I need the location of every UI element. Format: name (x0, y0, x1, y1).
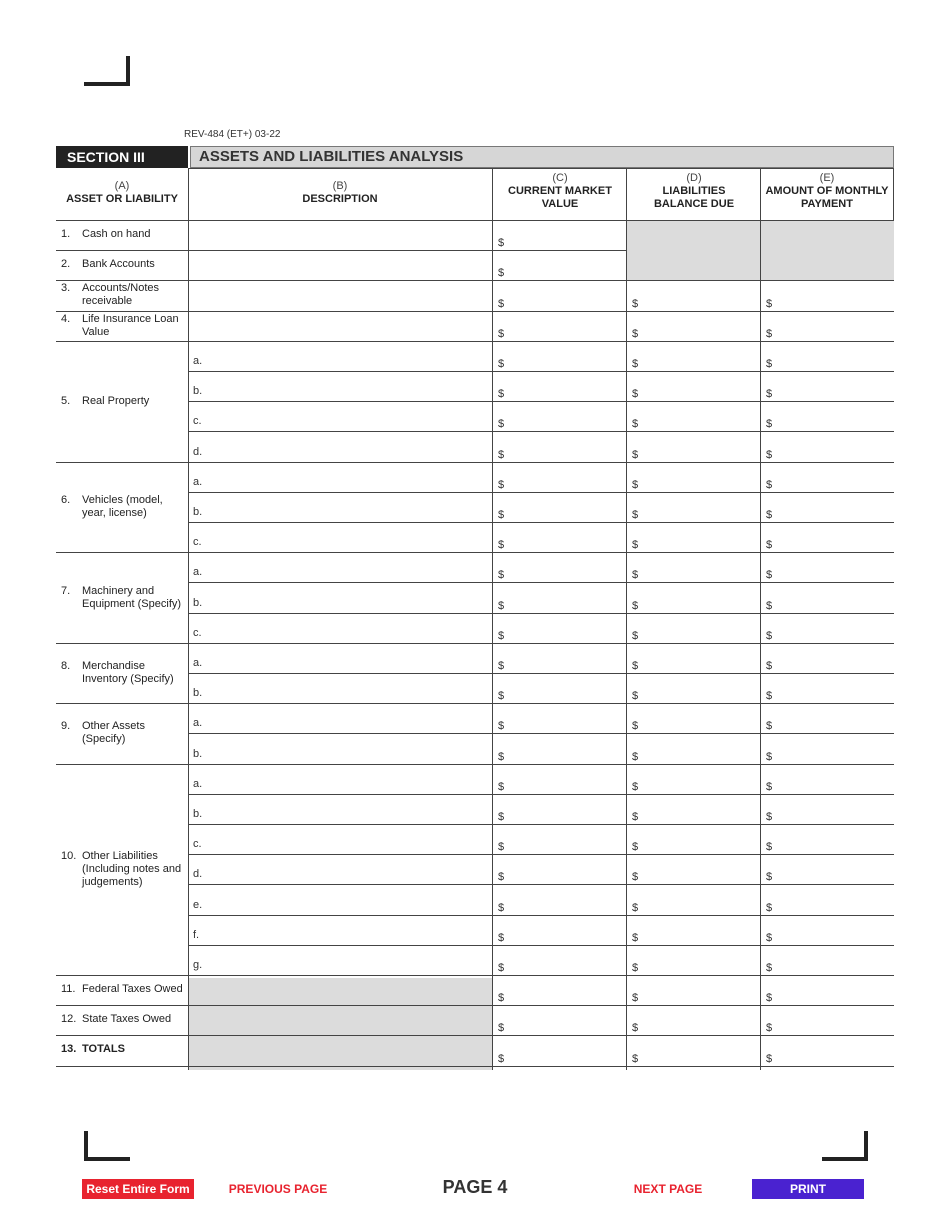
sub-row-letter: f. (193, 928, 200, 941)
row-rule (189, 371, 894, 372)
sub-row-letter: b. (193, 687, 203, 700)
dollar-field-c[interactable]: $ (498, 811, 505, 823)
dollar-field-d[interactable]: $ (632, 690, 639, 703)
assets-liabilities-table (56, 168, 894, 1070)
dollar-field-e[interactable]: $ (766, 690, 773, 703)
row-rule (56, 311, 894, 312)
dollar-field-e[interactable]: $ (766, 992, 773, 1005)
item-number: 2. (61, 258, 71, 271)
crop-mark-bottom-left (84, 1131, 130, 1161)
row-rule (189, 492, 894, 493)
item-number: 1. (61, 228, 71, 240)
dollar-field-e[interactable]: $ (766, 660, 773, 672)
previous-page-link[interactable]: PREVIOUS PAGE (228, 1182, 328, 1196)
dollar-field-e[interactable]: $ (766, 418, 773, 431)
dollar-field-d[interactable]: $ (632, 418, 639, 431)
dollar-field-d[interactable]: $ (632, 901, 639, 914)
row-rule (189, 733, 894, 734)
item-number: 10. (61, 849, 77, 862)
crop-mark-top-left (84, 56, 130, 86)
dollar-field-c[interactable]: $ (498, 267, 505, 280)
dollar-field-c[interactable]: $ (498, 841, 505, 854)
item-number: 6. (61, 493, 71, 506)
dollar-field-c[interactable]: $ (498, 690, 505, 703)
header-right-rule (893, 168, 894, 220)
sub-row-letter: e. (193, 898, 203, 911)
item-text: Bank Accounts (82, 258, 155, 271)
reset-form-button[interactable]: Reset Entire Form (82, 1179, 194, 1199)
item-number: 12. (61, 1013, 77, 1026)
sub-row-letter: c. (193, 626, 202, 639)
dollar-field-e[interactable]: $ (766, 599, 773, 612)
sub-row-letter: a. (193, 566, 203, 579)
header-bottom-rule (56, 220, 894, 221)
row-rule (56, 703, 894, 704)
sub-row-letter: a. (193, 717, 203, 730)
row-rule (189, 794, 894, 795)
col-divider-a-b (188, 168, 189, 1070)
shaded-na-description (189, 978, 492, 1070)
item-number: 9. (61, 720, 71, 733)
sub-row-letter: d. (193, 445, 203, 458)
item-number: 3. (61, 282, 71, 295)
sub-row-letter: b. (193, 747, 203, 760)
dollar-field-d[interactable]: $ (632, 509, 639, 521)
sub-row-letter: b. (193, 596, 203, 609)
sub-row-letter: a. (193, 355, 203, 367)
item-text: Other Assets (Specify) (82, 720, 145, 746)
row-rule (56, 764, 894, 765)
dollar-field-c[interactable]: $ (498, 327, 505, 340)
dollar-field-c[interactable]: $ (498, 237, 505, 250)
sub-row-letter: b. (193, 506, 203, 518)
dollar-field-d[interactable]: $ (632, 962, 639, 974)
dollar-field-d[interactable]: $ (632, 358, 639, 370)
row-rule (189, 824, 894, 825)
dollar-field-e[interactable]: $ (766, 962, 773, 974)
dollar-field-d[interactable]: $ (632, 569, 639, 582)
row-rule (189, 522, 894, 523)
row-rule (56, 462, 894, 463)
dollar-field-d[interactable]: $ (632, 629, 639, 642)
dollar-field-e[interactable]: $ (766, 297, 773, 310)
dollar-field-c[interactable]: $ (498, 962, 505, 974)
sub-row-letter: b. (193, 385, 203, 398)
dollar-field-d[interactable]: $ (632, 327, 639, 340)
dollar-field-c[interactable]: $ (498, 901, 505, 914)
item-text: Merchandise Inventory (Specify) (82, 660, 174, 685)
dollar-field-e[interactable]: $ (766, 569, 773, 582)
row-rule (189, 613, 894, 614)
dollar-field-e[interactable]: $ (766, 478, 773, 491)
item-text: Other Liabilities (Including notes and judgements) (82, 849, 182, 888)
dollar-field-c[interactable]: $ (498, 569, 505, 582)
item-number: 8. (61, 660, 71, 672)
row-rule (189, 431, 894, 432)
dollar-field-d[interactable]: $ (632, 720, 639, 733)
item-text: Cash on hand (82, 228, 151, 240)
dollar-field-e[interactable]: $ (766, 931, 773, 944)
dollar-field-d[interactable]: $ (632, 750, 639, 763)
sub-row-letter: a. (193, 475, 203, 488)
item-number: 4. (61, 312, 71, 325)
item-text: Vehicles (model, year, license) (82, 493, 163, 519)
sub-row-letter: c. (193, 838, 202, 851)
col-divider-d-e (760, 168, 761, 1070)
dollar-field-d[interactable]: $ (632, 388, 639, 401)
row-rule (189, 582, 894, 583)
crop-mark-bottom-right (822, 1131, 868, 1161)
dollar-field-e[interactable]: $ (766, 811, 773, 823)
section-title: ASSETS AND LIABILITIES ANALYSIS (190, 146, 894, 168)
dollar-field-c[interactable]: $ (498, 478, 505, 491)
dollar-field-d[interactable]: $ (632, 871, 639, 884)
dollar-field-c[interactable]: $ (498, 539, 505, 552)
row-rule (56, 643, 894, 644)
item-number: 13. (61, 1043, 77, 1056)
col-divider-c-d (626, 168, 627, 1070)
row-rule (189, 854, 894, 855)
form-code: REV-484 (ET+) 03-22 (184, 129, 281, 140)
row-rule (189, 915, 894, 916)
dollar-field-d[interactable]: $ (632, 992, 639, 1005)
dollar-field-d[interactable]: $ (632, 478, 639, 491)
sub-row-letter: b. (193, 808, 203, 820)
row-rule (189, 401, 894, 402)
row-rule (56, 552, 894, 553)
dollar-field-e[interactable]: $ (766, 327, 773, 340)
sub-row-letter: g. (193, 959, 203, 971)
column-b-header: (B) DESCRIPTION (302, 180, 378, 205)
column-e-header: (E) AMOUNT OF MONTHLY PAYMENT (765, 172, 889, 210)
section-id: SECTION III (56, 146, 188, 168)
dollar-field-e[interactable]: $ (766, 720, 773, 733)
column-d-header: (D) LIABILITIES BALANCE DUE (653, 172, 735, 210)
item-number: 11. (61, 983, 76, 995)
row-rule (56, 1066, 894, 1067)
item-number: 5. (61, 394, 71, 407)
item-text: Real Property (82, 394, 150, 407)
item-text: Federal Taxes Owed (82, 983, 183, 995)
dollar-field-e[interactable]: $ (766, 901, 773, 914)
row-rule (56, 1005, 894, 1006)
dollar-field-c[interactable]: $ (498, 358, 505, 370)
dollar-field-d[interactable]: $ (632, 841, 639, 854)
sub-row-letter: c. (193, 536, 202, 549)
column-c-header: (C) CURRENT MARKET VALUE (508, 172, 612, 210)
row-rule (56, 975, 894, 976)
dollar-field-c[interactable]: $ (498, 871, 505, 884)
item-text: State Taxes Owed (82, 1013, 172, 1026)
dollar-field-e[interactable]: $ (766, 780, 773, 793)
dollar-field-e[interactable]: $ (766, 629, 773, 642)
dollar-field-e[interactable]: $ (766, 509, 773, 521)
dollar-field-c[interactable]: $ (498, 750, 505, 763)
dollar-field-c[interactable]: $ (498, 931, 505, 944)
dollar-field-e[interactable]: $ (766, 871, 773, 884)
dollar-field-c[interactable]: $ (498, 1022, 505, 1035)
row-rule (56, 1035, 894, 1036)
dollar-field-c[interactable]: $ (498, 992, 505, 1005)
dollar-field-c[interactable]: $ (498, 297, 505, 310)
dollar-field-e[interactable]: $ (766, 1022, 773, 1035)
row-rule (56, 250, 627, 251)
dollar-field-d[interactable]: $ (632, 780, 639, 793)
dollar-field-c[interactable]: $ (498, 509, 505, 521)
item-number: 7. (61, 584, 71, 597)
row-rule (56, 280, 894, 281)
next-page-link[interactable]: NEXT PAGE (633, 1182, 703, 1196)
print-button[interactable]: PRINT (752, 1179, 864, 1199)
dollar-field-e[interactable]: $ (766, 841, 773, 854)
item-text: Accounts/Notes receivable (82, 282, 160, 308)
dollar-field-c[interactable]: $ (498, 780, 505, 793)
dollar-field-e[interactable]: $ (766, 1052, 773, 1065)
dollar-field-c[interactable]: $ (498, 448, 505, 461)
dollar-field-d[interactable]: $ (632, 599, 639, 612)
dollar-field-d[interactable]: $ (632, 1022, 639, 1035)
item-text: Machinery and Equipment (Specify) (82, 584, 182, 610)
dollar-field-d[interactable]: $ (632, 660, 639, 672)
section-header (56, 146, 894, 168)
dollar-field-c[interactable]: $ (498, 1052, 505, 1065)
dollar-field-e[interactable]: $ (766, 358, 773, 370)
dollar-field-d[interactable]: $ (632, 1052, 639, 1065)
row-rule (189, 884, 894, 885)
dollar-field-e[interactable]: $ (766, 750, 773, 763)
row-rule (56, 341, 894, 342)
page-number: PAGE 4 (442, 1177, 508, 1197)
dollar-field-c[interactable]: $ (498, 629, 505, 642)
col-divider-b-c (492, 168, 493, 1070)
dollar-field-c[interactable]: $ (498, 599, 505, 612)
sub-row-letter: d. (193, 868, 203, 881)
dollar-field-e[interactable]: $ (766, 388, 773, 401)
dollar-field-e[interactable]: $ (766, 539, 773, 552)
dollar-field-d[interactable]: $ (632, 448, 639, 461)
sub-row-letter: a. (193, 777, 203, 790)
row-rule (189, 673, 894, 674)
dollar-field-c[interactable]: $ (498, 388, 505, 401)
dollar-field-d[interactable]: $ (632, 539, 639, 552)
dollar-field-d[interactable]: $ (632, 297, 639, 310)
item-text: Life Insurance Loan Value (82, 312, 179, 338)
dollar-field-e[interactable]: $ (766, 448, 773, 461)
row-rule (189, 945, 894, 946)
dollar-field-c[interactable]: $ (498, 720, 505, 733)
header-top-rule (188, 168, 894, 169)
dollar-field-d[interactable]: $ (632, 811, 639, 823)
dollar-field-c[interactable]: $ (498, 418, 505, 431)
dollar-field-d[interactable]: $ (632, 931, 639, 944)
column-a-header: (A) ASSET OR LIABILITY (66, 180, 178, 205)
sub-row-letter: c. (193, 415, 202, 428)
sub-row-letter: a. (193, 657, 203, 669)
item-text: TOTALS (82, 1043, 125, 1056)
dollar-field-c[interactable]: $ (498, 660, 505, 672)
